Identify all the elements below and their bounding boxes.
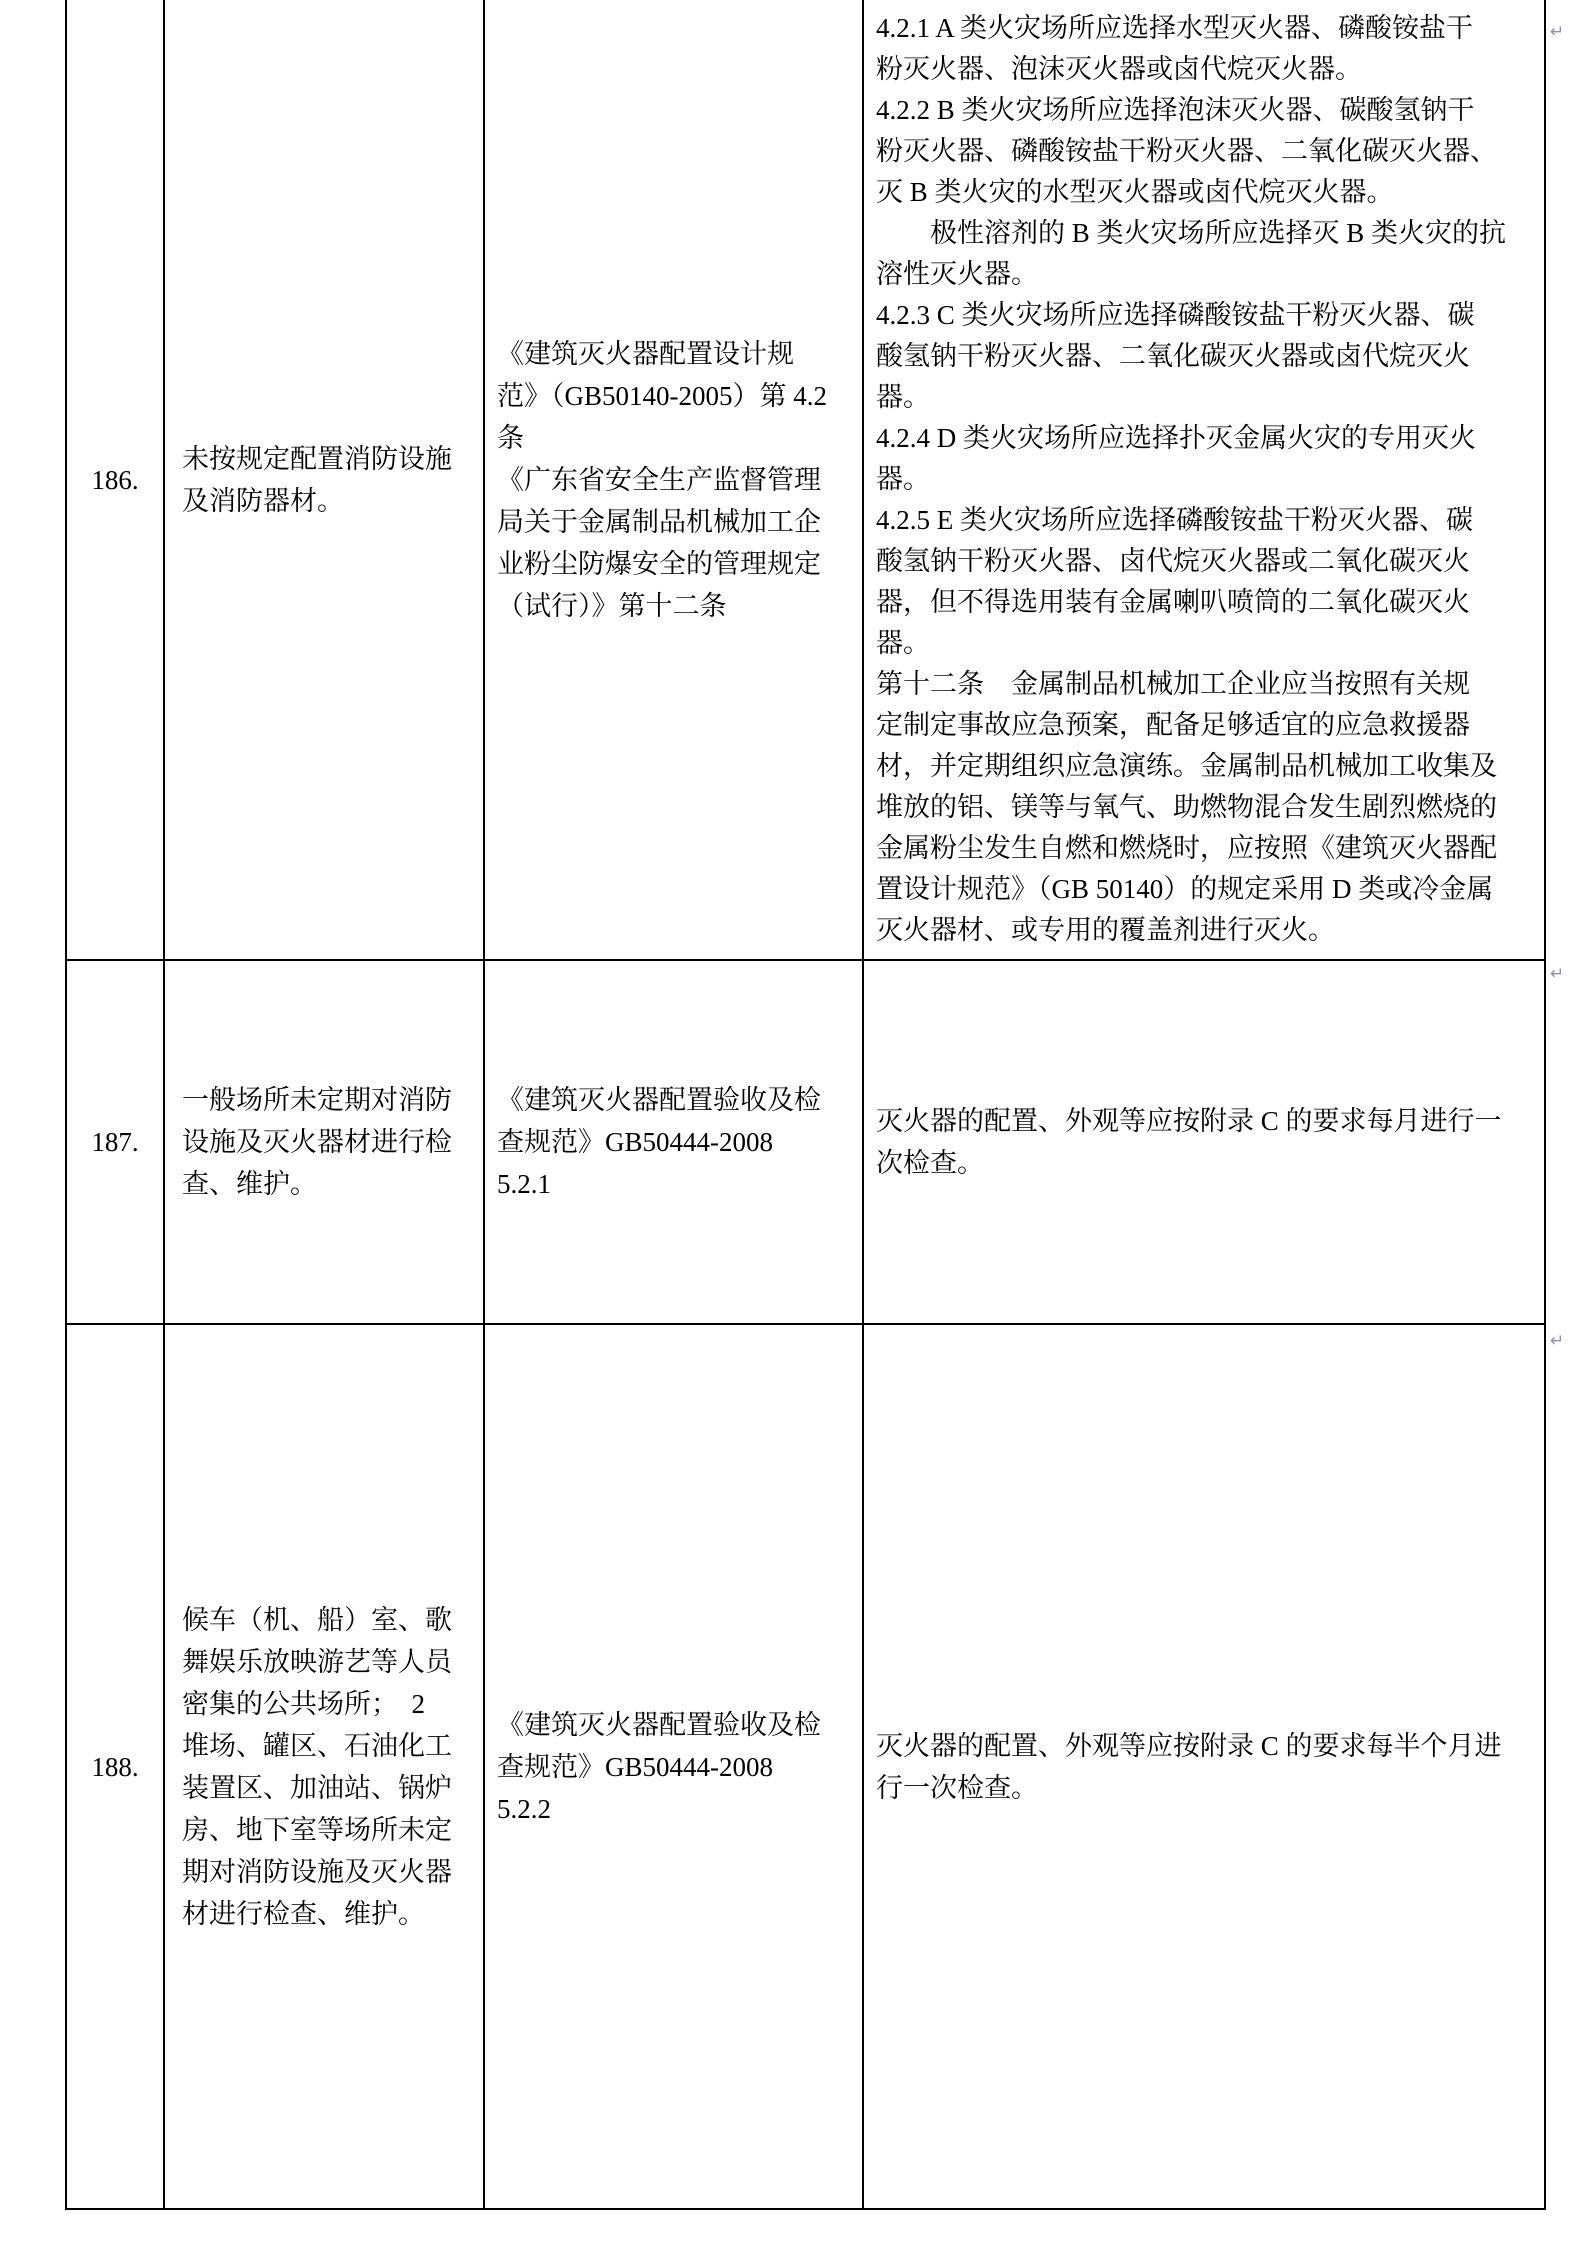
text-line: 业粉尘防爆安全的管理规定 [497, 548, 821, 579]
text-line: 堆场、罐区、石油化工 [182, 1730, 452, 1761]
text-line: 酸氢钠干粉灭火器、二氧化碳灭火器或卤代烷灭火 [876, 341, 1470, 371]
table-row [67, 1325, 1544, 2210]
text-line: 灭火器的配置、外观等应按附录 C 的要求每半个月进 [876, 1730, 1502, 1761]
text-line: 《建筑灭火器配置验收及检 [497, 1085, 821, 1115]
row-number: 187. [91, 1127, 139, 1157]
text-line: （试行）》第十二条 [497, 590, 727, 621]
text-line: 器，但不得选用装有金属喇叭喷筒的二氧化碳灭火 [876, 587, 1470, 617]
text-line: 器。 [876, 464, 930, 494]
legal-basis-text [497, 333, 850, 627]
text-line: 第十二条 金属制品机械加工企业应当按照有关规 [876, 669, 1470, 699]
text-line: 4.2.4 D 类火灾场所应选择扑灭金属火灾的专用灭火 [876, 423, 1476, 453]
violation-text [182, 1599, 469, 1935]
text-line: 粉灭火器、磷酸铵盐干粉灭火器、二氧化碳灭火器、 [876, 136, 1497, 166]
requirement-text [876, 1725, 1538, 1809]
text-line: 行一次检查。 [876, 1772, 1038, 1803]
legal-basis-text [497, 1079, 850, 1205]
row-number-cell [67, 1325, 165, 2208]
paragraph-mark-icon: ↵ [1550, 22, 1565, 42]
text-line: 5.2.1 [497, 1169, 551, 1199]
text-line: 查规范》GB50444-2008 [497, 1127, 773, 1157]
text-line: 置设计规范》（GB 50140）的规定采用 D 类或冷金属 [876, 874, 1494, 904]
paragraph-mark-icon: ↵ [1550, 964, 1565, 984]
text-line: 灭火器的配置、外观等应按附录 C 的要求每月进行一 [876, 1106, 1502, 1136]
requirement-cell [864, 0, 1544, 959]
text-line: 定制定事故应急预案，配备足够适宜的应急救援器 [876, 710, 1470, 740]
text-line: 范》（GB50140-2005）第 4.2 [497, 380, 827, 411]
row-number: 188. [91, 1751, 139, 1782]
violations-table [65, 0, 1546, 2210]
text-line: 灭 B 类火灾的水型灭火器或卤代烷灭火器。 [876, 177, 1394, 207]
text-line: 材进行检查、维护。 [182, 1898, 425, 1929]
text-line: 4.2.3 C 类火灾场所应选择磷酸铵盐干粉灭火器、碳 [876, 300, 1475, 330]
legal-basis-cell [485, 1325, 864, 2208]
text-line: 期对消防设施及灭火器 [182, 1856, 452, 1887]
text-line: 5.2.2 [497, 1793, 551, 1824]
text-line: 材，并定期组织应急演练。金属制品机械加工收集及 [876, 751, 1497, 781]
row-number-cell [67, 0, 165, 959]
requirement-cell [864, 1325, 1544, 2208]
violation-cell [165, 0, 485, 959]
violation-cell [165, 1325, 485, 2208]
text-line: 查、维护。 [182, 1169, 317, 1199]
text-line: 查规范》GB50444-2008 [497, 1751, 773, 1782]
text-line: 舞娱乐放映游艺等人员 [182, 1646, 452, 1677]
violations-table-body [67, 0, 1544, 2210]
requirement-cell [864, 961, 1544, 1323]
requirement-text [876, 1100, 1538, 1184]
text-line: 酸氢钠干粉灭火器、卤代烷灭火器或二氧化碳灭火 [876, 546, 1470, 576]
text-line: 设施及灭火器材进行检 [182, 1127, 452, 1157]
text-line: 密集的公共场所； 2 [182, 1688, 425, 1719]
text-line: 4.2.1 A 类火灾场所应选择水型灭火器、磷酸铵盐干 [876, 13, 1474, 43]
text-line: 《建筑灭火器配置验收及检 [497, 1709, 821, 1740]
text-line: 器。 [876, 628, 930, 658]
text-line: 装置区、加油站、锅炉 [182, 1772, 452, 1803]
text-line: 器。 [876, 382, 930, 412]
text-line: 极性溶剂的 B 类火灾场所应选择灭 B 类火灾的抗 [876, 218, 1507, 248]
text-line: 金属粉尘发生自燃和燃烧时，应按照《建筑灭火器配 [876, 833, 1497, 863]
text-line: 房、地下室等场所未定 [182, 1814, 452, 1845]
text-line: 未按规定配置消防设施 [182, 443, 452, 474]
text-line: 候车（机、船）室、歌 [182, 1604, 452, 1635]
text-line: 堆放的铝、镁等与氧气、助燃物混合发生剧烈燃烧的 [876, 792, 1497, 822]
paragraph-mark-icon: ↵ [1550, 1331, 1565, 1351]
text-line: 局关于金属制品机械加工企 [497, 506, 821, 537]
text-line: 4.2.5 E 类火灾场所应选择磷酸铵盐干粉灭火器、碳 [876, 505, 1473, 535]
violation-text [182, 1079, 469, 1205]
text-line: 4.2.2 B 类火灾场所应选择泡沫灭火器、碳酸氢钠干 [876, 95, 1475, 125]
legal-basis-text [497, 1704, 850, 1830]
requirement-text [876, 8, 1538, 951]
table-row [67, 0, 1544, 961]
text-line: 粉灭火器、泡沫灭火器或卤代烷灭火器。 [876, 54, 1362, 84]
text-line: 及消防器材。 [182, 485, 344, 516]
legal-basis-cell [485, 0, 864, 959]
text-line: 次检查。 [876, 1148, 984, 1178]
text-line: 《广东省安全生产监督管理 [497, 464, 821, 495]
legal-basis-cell [485, 961, 864, 1323]
row-number-cell [67, 961, 165, 1323]
text-line: 一般场所未定期对消防 [182, 1085, 452, 1115]
violation-text [182, 438, 469, 522]
row-number: 186. [91, 464, 139, 495]
table-row [67, 961, 1544, 1325]
violation-cell [165, 961, 485, 1323]
text-line: 《建筑灭火器配置设计规 [497, 338, 794, 369]
text-line: 灭火器材、或专用的覆盖剂进行灭火。 [876, 915, 1335, 945]
text-line: 溶性灭火器。 [876, 259, 1038, 289]
text-line: 条 [497, 422, 524, 453]
